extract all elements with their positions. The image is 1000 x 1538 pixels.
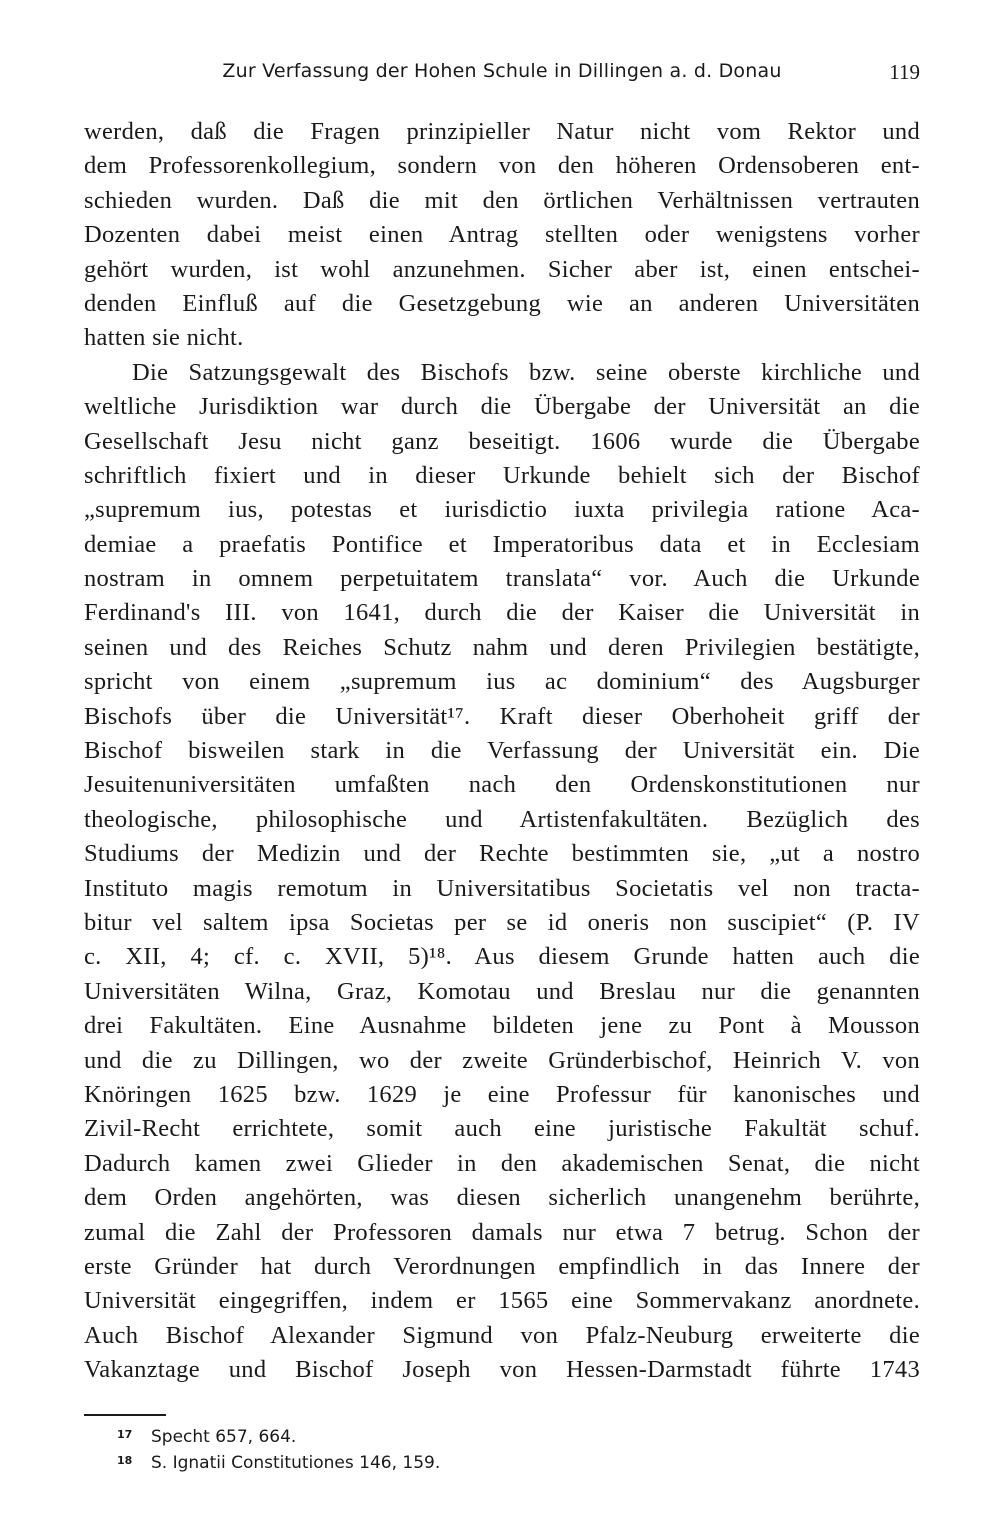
text-line: Dozenten dabei meist einen Antrag stellten oder wenigstens vorher [84, 221, 920, 249]
text-line: theologische, philosophische und Artistenfakultäten. Bezüglich des [84, 805, 920, 833]
text-line: werden, daß die Fragen prinzipieller Natur nicht vom Rektor und [84, 118, 920, 145]
text-line: demiae a praefatis Pontifice et Imperatoribus data et in Ecclesiam [84, 530, 920, 558]
text-line: spricht von einem „supremum ius ac dominium“ des Augsburger [84, 668, 920, 696]
text-line: seinen und des Reiches Schutz nahm und deren Privilegien bestätigte, [84, 633, 920, 661]
text-line: und die zu Dillingen, wo der zweite Gründerbischof, Heinrich V. von [84, 1046, 920, 1074]
text-line: Instituto magis remotum in Universitatibus Societatis vel non tracta- [84, 874, 920, 902]
footnote-text: S. Ignatii Constitutiones 146, 159. [151, 1453, 441, 1473]
text-line: Auch Bischof Alexander Sigmund von Pfalz-Neuburg erweiterte die [84, 1321, 920, 1349]
text-line: nostram in omnem perpetuitatem translata“ vor. Auch die Urkunde [84, 565, 920, 593]
running-title: Zur Verfassung der Hohen Schule in Dillingen a. d. Donau [222, 60, 782, 82]
text-line: Studiums der Medizin und der Rechte bestimmten sie, „ut a nostro [84, 840, 920, 868]
text-line: Bischof bisweilen stark in die Verfassung der Universität ein. Die [84, 737, 920, 765]
body-text [84, 115, 920, 1387]
text-line: dem Orden angehörten, was diesen sicherlich unangenehm berührte, [84, 1184, 920, 1212]
text-line: drei Fakultäten. Eine Ausnahme bildeten jene zu Pont à Mousson [84, 1012, 920, 1040]
text-line: Gesellschaft Jesu nicht ganz beseitigt. 1606 wurde die Übergabe [84, 427, 920, 455]
text-line: Ferdinand's III. von 1641, durch die der Kaiser die Universität in [84, 599, 920, 627]
text-line: Universitäten Wilna, Graz, Komotau und Breslau nur die genannten [84, 977, 920, 1005]
page-number: 119 [889, 60, 920, 84]
text-line: „supremum ius, potestas et iurisdictio iuxta privilegia ratione Aca- [84, 496, 920, 524]
text-line: Universität eingegriffen, indem er 1565 eine Sommervakanz anordnete. [84, 1287, 920, 1315]
running-head [84, 58, 920, 88]
text-line: Zivil-Recht errichtete, somit auch eine juristische Fakultät schuf. [84, 1115, 920, 1143]
text-line: Jesuitenuniversitäten umfaßten nach den Ordenskonstitutionen nur [84, 771, 920, 799]
text-line: zumal die Zahl der Professoren damals nur etwa 7 betrug. Schon der [84, 1218, 920, 1246]
text-line: bitur vel saltem ipsa Societas per se id oneris non suscipiet“ (P. IV [84, 908, 920, 936]
footnote-text: Specht 657, 664. [151, 1427, 297, 1447]
footnote-18 [117, 1449, 440, 1475]
text-line: erste Gründer hat durch Verordnungen empfindlich in das Innere der [84, 1252, 920, 1280]
text-line: schriftlich fixiert und in dieser Urkunde behielt sich der Bischof [84, 461, 920, 489]
text-line: Die Satzungsgewalt des Bischofs bzw. seine oberste kirchliche und [132, 358, 920, 386]
footnotes [117, 1423, 440, 1475]
footnote-mark: 18 [117, 1454, 133, 1467]
text-line: dem Professorenkollegium, sondern von den höheren Ordensoberen ent- [84, 152, 920, 180]
text-line: Dadurch kamen zwei Glieder in den akademischen Senat, die nicht [84, 1149, 920, 1177]
footnote-mark: 17 [117, 1428, 133, 1441]
text-line: c. XII, 4; cf. c. XVII, 5)¹⁸. Aus diesem Grunde hatten auch die [84, 943, 920, 971]
text-line: Knöringen 1625 bzw. 1629 je eine Professur für kanonisches und [84, 1080, 920, 1108]
text-line: schieden wurden. Daß die mit den örtlichen Verhältnissen vertrauten [84, 186, 920, 214]
text-line: denden Einfluß auf die Gesetzgebung wie an anderen Universitäten [84, 289, 920, 317]
footnote-17 [117, 1423, 440, 1449]
text-line: Vakanztage und Bischof Joseph von Hessen-Darmstadt führte 1743 [84, 1356, 920, 1384]
text-line: Bischofs über die Universität¹⁷. Kraft dieser Oberhoheit griff der [84, 702, 920, 730]
text-line: hatten sie nicht. [84, 324, 244, 352]
text-line: gehört wurden, ist wohl anzunehmen. Sicher aber ist, einen entschei- [84, 255, 920, 283]
footnote-divider [84, 1414, 166, 1416]
text-line: weltliche Jurisdiktion war durch die Übergabe der Universität an die [84, 393, 920, 421]
